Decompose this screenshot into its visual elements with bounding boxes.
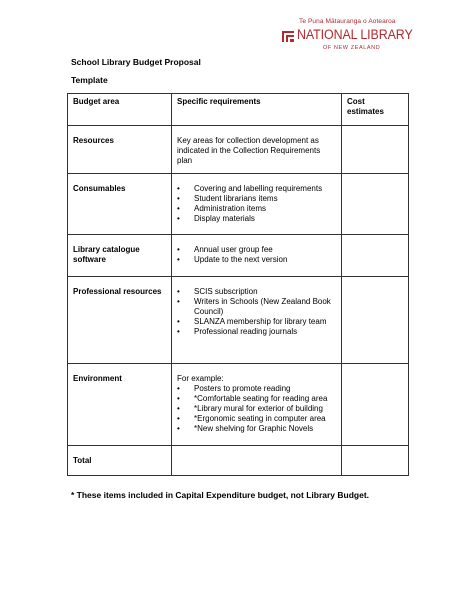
cost-estimate-cell — [342, 364, 409, 446]
list-item: • Display materials — [177, 214, 336, 224]
requirements-cell — [172, 277, 342, 364]
requirements-cell — [172, 446, 342, 476]
area-consumables — [68, 174, 172, 235]
table-row — [68, 126, 409, 174]
table-header-row — [68, 94, 409, 126]
requirements-cell — [172, 364, 342, 446]
area-professional-resources — [68, 277, 172, 364]
area-label: Professional resources — [73, 287, 162, 296]
cost-estimate-cell — [342, 235, 409, 277]
requirements-list — [177, 384, 336, 434]
requirements-list — [177, 177, 336, 224]
library-logo-icon — [281, 29, 295, 43]
list-item: • SCIS subscription — [177, 287, 336, 297]
area-environment — [68, 364, 172, 446]
list-item: • Administration items — [177, 204, 336, 214]
cost-estimate-cell — [342, 174, 409, 235]
logo-name: NATIONAL LIBRARY — [297, 27, 413, 42]
requirements-cell — [172, 235, 342, 277]
table-row — [68, 235, 409, 277]
cost-estimate-cell — [342, 277, 409, 364]
logo-country: OF NEW ZEALAND — [323, 45, 381, 51]
area-label: Consumables — [73, 184, 126, 193]
footnote: * These items included in Capital Expenditure budget, not Library Budget. — [71, 490, 370, 500]
cost-estimate-cell — [342, 126, 409, 174]
requirements-cell — [172, 174, 342, 235]
area-label: Library catalogue software — [73, 245, 140, 264]
list-item: • Covering and labelling requirements — [177, 184, 336, 194]
document-title: School Library Budget Proposal — [71, 57, 201, 67]
list-item: • Posters to promote reading — [177, 384, 336, 394]
list-item: • SLANZA membership for library team — [177, 317, 336, 327]
logo-maori-name: Te Puna Mātauranga o Aotearoa — [299, 18, 396, 25]
national-library-logo — [281, 18, 413, 56]
list-item: • Writers in Schools (New Zealand Book Council) — [177, 297, 336, 317]
cost-estimate-cell — [342, 446, 409, 476]
requirements-list — [177, 238, 336, 265]
table-row — [68, 174, 409, 235]
list-item: • *Comfortable seating for reading area — [177, 394, 336, 404]
document-subtitle: Template — [71, 75, 108, 85]
list-item: • *New shelving for Graphic Novels — [177, 424, 336, 434]
requirements-intro: Key areas for collection development as indicated in the Collection Requirements plan — [177, 136, 321, 165]
area-resources — [68, 126, 172, 174]
list-item: • Professional reading journals — [177, 327, 336, 337]
requirements-cell — [172, 126, 342, 174]
requirements-intro: For example: — [177, 374, 224, 383]
header-specific-requirements: Specific requirements — [172, 94, 342, 126]
table-row — [68, 277, 409, 364]
table-row — [68, 446, 409, 476]
table-row — [68, 364, 409, 446]
requirements-list — [177, 280, 336, 337]
list-item: • *Library mural for exterior of building — [177, 404, 336, 414]
list-item: • Annual user group fee — [177, 245, 336, 255]
area-label: Resources — [73, 136, 114, 145]
header-cost-estimates: Cost estimates — [342, 94, 409, 126]
budget-table — [67, 93, 409, 476]
list-item: • Student librarians items — [177, 194, 336, 204]
list-item: • *Ergonomic seating in computer area — [177, 414, 336, 424]
area-label: Total — [73, 456, 92, 465]
area-total — [68, 446, 172, 476]
header-budget-area: Budget area — [68, 94, 172, 126]
list-item: • Update to the next version — [177, 255, 336, 265]
area-label: Environment — [73, 374, 122, 383]
area-library-catalogue-software — [68, 235, 172, 277]
